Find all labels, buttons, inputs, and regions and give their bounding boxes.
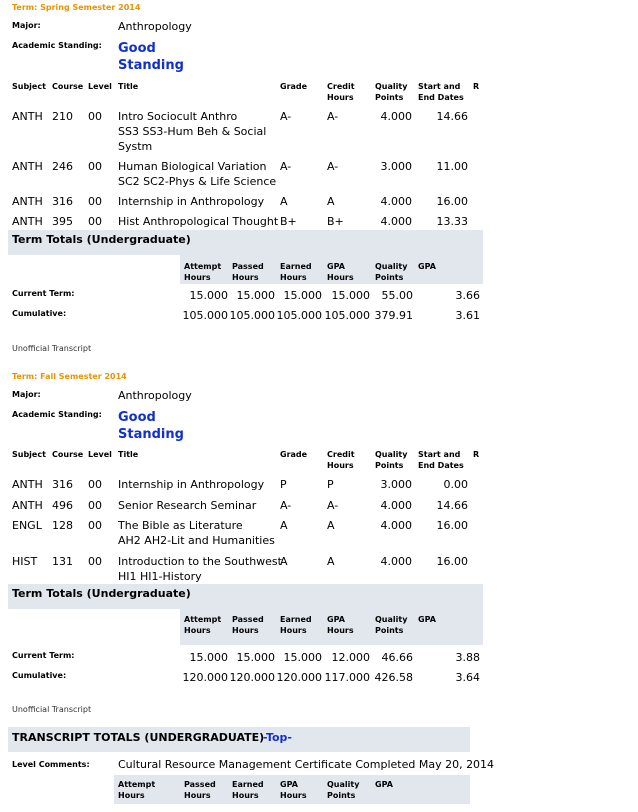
major-label: Major: xyxy=(12,21,41,30)
header-gpa-hours: GPA Hours xyxy=(280,780,307,800)
cell-quality: 4.000 xyxy=(380,215,412,228)
transcript-totals-title: TRANSCRIPT TOTALS (UNDERGRADUATE) xyxy=(12,731,265,744)
cell-earned: 120.000 xyxy=(276,671,322,684)
cell-course: 246 xyxy=(52,160,73,173)
header-course: Course xyxy=(52,450,84,459)
cell-title: Senior Research Seminar xyxy=(118,499,257,512)
cell-earned: 105.000 xyxy=(276,309,322,322)
cell-level: 00 xyxy=(88,499,102,512)
cell-course: 316 xyxy=(52,195,73,208)
cell-quality: 4.000 xyxy=(380,110,412,123)
cell-title: Human Biological Variation SC2 SC2-Phys & Life Science xyxy=(118,160,277,188)
header-grade: Grade xyxy=(280,82,308,91)
cell-attempt: 15.000 xyxy=(189,289,228,302)
header-passed-hours: Passed Hours xyxy=(232,615,264,635)
cell-dates: 11.00 xyxy=(436,160,468,173)
header-r: R xyxy=(473,450,480,459)
cell-quality: 4.000 xyxy=(380,555,412,568)
header-attempt-hours: Attempt Hours xyxy=(118,780,156,800)
cell-course: 496 xyxy=(52,499,73,512)
cell-level: 00 xyxy=(88,478,102,491)
major-label: Major: xyxy=(12,390,41,399)
header-grade: Grade xyxy=(280,450,308,459)
major-value: Anthropology xyxy=(118,389,192,402)
header-earned-hours: Earned Hours xyxy=(280,615,312,635)
cell-course: 131 xyxy=(52,555,73,568)
cell-attempt: 15.000 xyxy=(189,651,228,664)
cell-level: 00 xyxy=(88,160,102,173)
cell-level: 00 xyxy=(88,195,102,208)
unofficial-transcript-note: Unofficial Transcript xyxy=(12,344,92,353)
term-totals-title: Term Totals (Undergraduate) xyxy=(12,233,191,246)
cell-passed: 105.000 xyxy=(229,309,275,322)
cell-title: Introduction to the Southwest HI1 HI1-History xyxy=(118,555,282,583)
major-value: Anthropology xyxy=(118,20,192,33)
cell-earned: 15.000 xyxy=(283,651,322,664)
cumulative-label: Cumulative: xyxy=(12,309,67,318)
header-r: R xyxy=(473,82,480,91)
header-course: Course xyxy=(52,82,84,91)
header-quality-points: Quality Points xyxy=(327,780,360,800)
standing-line-2: Standing xyxy=(118,427,184,442)
cell-credit: A- xyxy=(327,110,339,123)
cell-credit: B+ xyxy=(327,215,344,228)
cell-subject: ANTH xyxy=(12,195,43,208)
term-totals-title: Term Totals (Undergraduate) xyxy=(12,587,191,600)
cell-subject: ANTH xyxy=(12,215,43,228)
standing-line-1: Good xyxy=(118,410,156,425)
header-quality-points: Quality Points xyxy=(375,82,408,102)
cell-dates: 13.33 xyxy=(436,215,468,228)
cell-credit: P xyxy=(327,478,334,491)
cell-subject: ANTH xyxy=(12,110,43,123)
header-gpa-hours: GPA Hours xyxy=(327,262,354,282)
cell-title: Internship in Anthropology xyxy=(118,478,265,491)
header-gpa-hours: GPA Hours xyxy=(327,615,354,635)
header-subject: Subject xyxy=(12,450,46,459)
cumulative-label: Cumulative: xyxy=(12,671,67,680)
cell-quality: 3.000 xyxy=(380,160,412,173)
cell-gpa: 3.88 xyxy=(455,651,480,664)
header-earned-hours: Earned Hours xyxy=(232,780,264,800)
academic-standing-value xyxy=(118,409,184,443)
cell-gpa: 3.64 xyxy=(455,671,480,684)
cell-grade: A- xyxy=(280,499,292,512)
cell-title: Internship in Anthropology xyxy=(118,195,265,208)
cell-quality: 4.000 xyxy=(380,519,412,532)
cell-passed: 15.000 xyxy=(236,651,275,664)
cell-level: 00 xyxy=(88,110,102,123)
level-comments-label: Level Comments: xyxy=(12,760,90,769)
current-term-label: Current Term: xyxy=(12,651,75,660)
current-term-label: Current Term: xyxy=(12,289,75,298)
cell-title: Hist Anthropological Thought xyxy=(118,215,279,228)
standing-line-2: Standing xyxy=(118,58,184,73)
header-quality-points: Quality Points xyxy=(375,450,408,470)
header-credit-hours: Credit Hours xyxy=(327,82,355,102)
cell-passed: 120.000 xyxy=(229,671,275,684)
cell-credit: A xyxy=(327,555,335,568)
header-attempt-hours: Attempt Hours xyxy=(184,262,222,282)
cell-level: 00 xyxy=(88,519,102,532)
header-title: Title xyxy=(118,82,139,91)
header-passed-hours: Passed Hours xyxy=(232,262,264,282)
header-start-end-dates: Start and End Dates xyxy=(418,450,464,470)
academic-standing-value xyxy=(118,40,184,74)
cell-gpa-hours: 117.000 xyxy=(324,671,370,684)
cell-quality: 46.66 xyxy=(381,651,413,664)
cell-subject: ANTH xyxy=(12,160,43,173)
cell-grade: A xyxy=(280,555,288,568)
academic-standing-label: Academic Standing: xyxy=(12,41,102,50)
cell-quality: 379.91 xyxy=(374,309,413,322)
cell-level: 00 xyxy=(88,215,102,228)
header-quality-points: Quality Points xyxy=(375,615,408,635)
cell-grade: B+ xyxy=(280,215,297,228)
header-gpa: GPA xyxy=(375,780,393,789)
header-passed-hours: Passed Hours xyxy=(184,780,216,800)
cell-dates: 0.00 xyxy=(443,478,468,491)
cell-course: 316 xyxy=(52,478,73,491)
cell-grade: A- xyxy=(280,160,292,173)
cell-gpa-hours: 12.000 xyxy=(331,651,370,664)
cell-quality: 4.000 xyxy=(380,195,412,208)
cell-course: 210 xyxy=(52,110,73,123)
cell-grade: A- xyxy=(280,110,292,123)
cell-quality: 4.000 xyxy=(380,499,412,512)
cell-gpa: 3.66 xyxy=(455,289,480,302)
cell-level: 00 xyxy=(88,555,102,568)
header-attempt-hours: Attempt Hours xyxy=(184,615,222,635)
header-gpa: GPA xyxy=(418,262,436,271)
header-quality-points: Quality Points xyxy=(375,262,408,282)
cell-title: Intro Sociocult Anthro SS3 SS3-Hum Beh & Social Systm xyxy=(118,110,267,153)
cell-dates: 14.66 xyxy=(436,110,468,123)
cell-title: The Bible as Literature AH2 AH2-Lit and Humanities xyxy=(118,519,275,547)
cell-dates: 14.66 xyxy=(436,499,468,512)
cell-course: 128 xyxy=(52,519,73,532)
header-title: Title xyxy=(118,450,139,459)
cell-gpa: 3.61 xyxy=(455,309,480,322)
unofficial-transcript-note: Unofficial Transcript xyxy=(12,705,92,714)
header-gpa: GPA xyxy=(418,615,436,624)
cell-credit: A- xyxy=(327,160,339,173)
cell-quality: 426.58 xyxy=(374,671,413,684)
cell-attempt: 120.000 xyxy=(182,671,228,684)
cell-subject: ANTH xyxy=(12,478,43,491)
cell-subject: HIST xyxy=(12,555,38,568)
cell-dates: 16.00 xyxy=(436,195,468,208)
header-subject: Subject xyxy=(12,82,46,91)
cell-credit: A- xyxy=(327,499,339,512)
cell-course: 395 xyxy=(52,215,73,228)
top-link[interactable]: -Top- xyxy=(263,731,292,744)
cell-attempt: 105.000 xyxy=(182,309,228,322)
cell-grade: A xyxy=(280,519,288,532)
cell-dates: 16.00 xyxy=(436,519,468,532)
header-earned-hours: Earned Hours xyxy=(280,262,312,282)
header-level: Level xyxy=(88,82,112,91)
cell-quality: 3.000 xyxy=(380,478,412,491)
header-level: Level xyxy=(88,450,112,459)
cell-quality: 55.00 xyxy=(381,289,413,302)
cell-subject: ANTH xyxy=(12,499,43,512)
term-title: Term: Fall Semester 2014 xyxy=(12,372,127,381)
level-comments-value: Cultural Resource Management Certificate Completed May 20, 2014 xyxy=(118,758,495,771)
cell-credit: A xyxy=(327,195,335,208)
cell-grade: A xyxy=(280,195,288,208)
cell-dates: 16.00 xyxy=(436,555,468,568)
cell-grade: P xyxy=(280,478,287,491)
academic-standing-label: Academic Standing: xyxy=(12,410,102,419)
cell-subject: ENGL xyxy=(12,519,42,532)
header-credit-hours: Credit Hours xyxy=(327,450,355,470)
cell-passed: 15.000 xyxy=(236,289,275,302)
cell-earned: 15.000 xyxy=(283,289,322,302)
cell-gpa-hours: 15.000 xyxy=(331,289,370,302)
standing-line-1: Good xyxy=(118,41,156,56)
term-title: Term: Spring Semester 2014 xyxy=(12,3,141,12)
cell-gpa-hours: 105.000 xyxy=(324,309,370,322)
cell-credit: A xyxy=(327,519,335,532)
header-start-end-dates: Start and End Dates xyxy=(418,82,464,102)
